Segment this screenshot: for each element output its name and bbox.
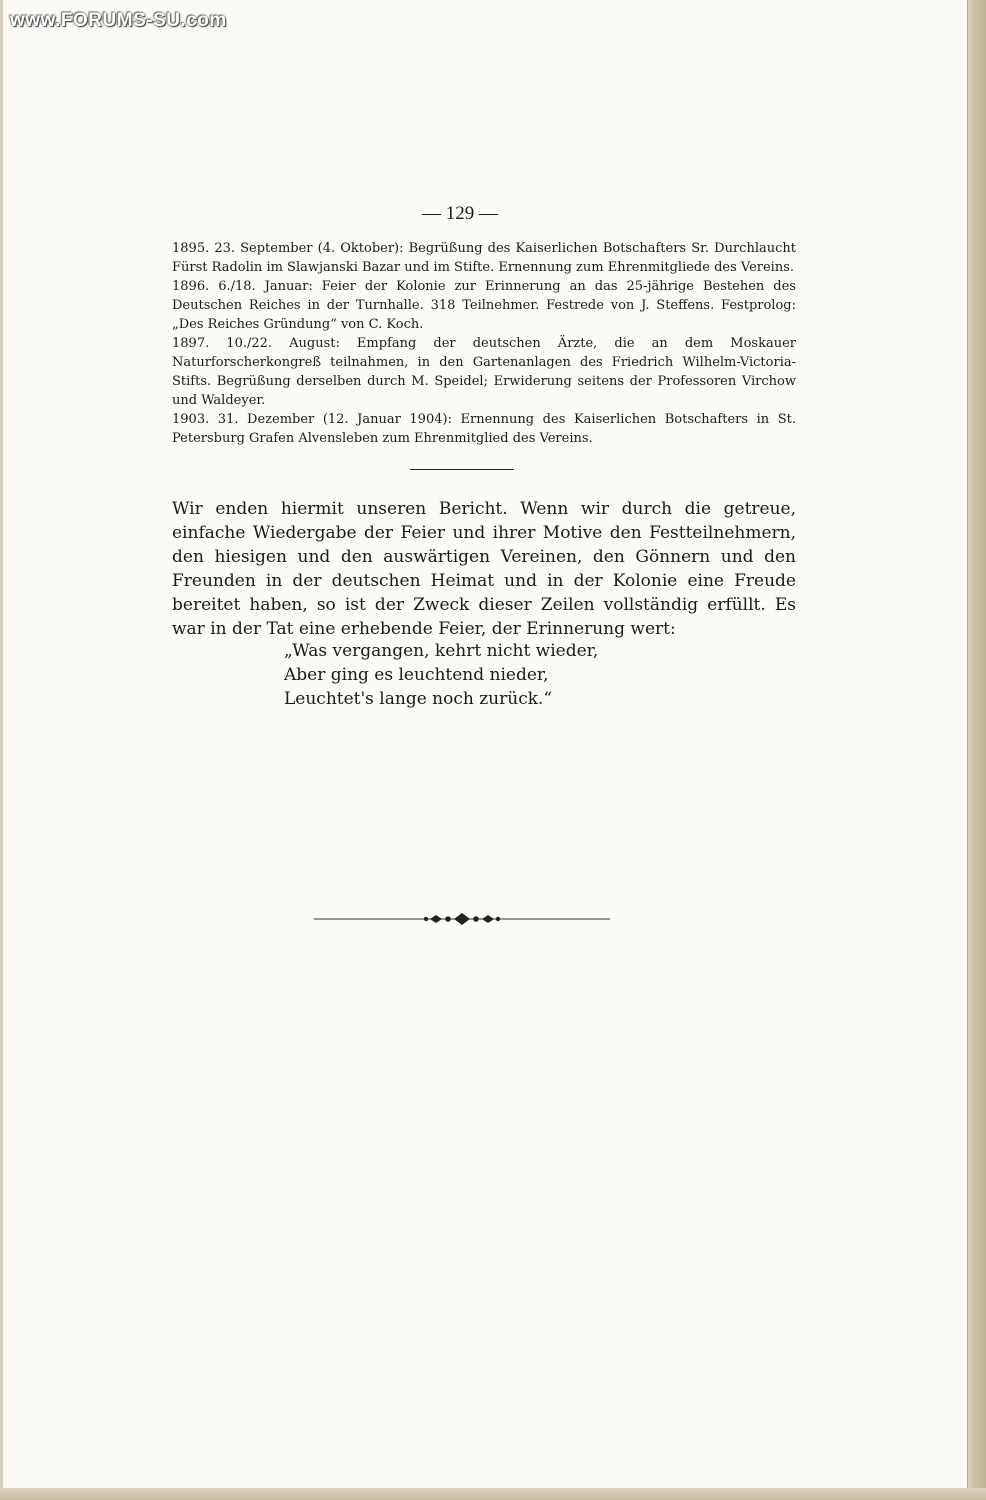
ornament-divider-icon [314, 908, 610, 930]
page-number: — 129 — [422, 203, 498, 224]
book-cover-edge-right [967, 0, 986, 1500]
chronicle-entry-1896: 1896. 6./18. Januar: Feier der Kolonie zur Erinnerung an das 25-jährige Bestehen des Deutschen Reiches in der Turnhalle. 318 Teilnehmer. Festrede von J. Steffens. Festprolog: „Des Reiches Gründung“ von C. Koch. [172, 279, 796, 332]
closing-paragraph: Wir enden hiermit unseren Bericht. Wenn wir durch die getreue, einfache Wiedergabe der Feier und ihrer Motive den Festteilnehmern, den hiesigen und den auswärtigen Vereinen, den Gönnern und den Freunden in der deutschen Heimat und in der Kolonie eine Freude bereitet haben, so ist der Zweck dieser Zeilen vollständig erfüllt. Es war in der Tat eine erhebende Feier, der Erinnerung wert: [172, 499, 796, 639]
closing-paragraph-block [172, 497, 796, 641]
section-divider-rule [410, 469, 514, 470]
verse-line-3: Leuchtet's lange noch zurück.“ [284, 689, 553, 709]
chronicle-entries [172, 239, 796, 448]
watermark: www.FORUMS-SU.com [10, 10, 227, 31]
verse-line-1: „Was vergangen, kehrt nicht wieder, [284, 641, 599, 661]
chronicle-entry-1897: 1897. 10./22. August: Empfang der deutschen Ärzte, die an dem Moskauer Naturforscherkongreß teilnahmen, in den Gartenanlagen des Friedrich Wilhelm-Victoria-Stifts. Begrüßung derselben durch M. Speidel; Erwiderung seitens der Professoren Virchow und Waldeyer. [172, 336, 796, 408]
chronicle-entry-1895: 1895. 23. September (4. Oktober): Begrüßung des Kaiserlichen Botschafters Sr. Durchlaucht Fürst Radolin im Slawjanski Bazar und im Stifte. Ernennung zum Ehrenmitgliede des Vereins. [172, 241, 796, 275]
page-left-edge [0, 0, 3, 1500]
verse-quote [284, 639, 684, 711]
chronicle-entry-1903: 1903. 31. Dezember (12. Januar 1904): Ernennung des Kaiserlichen Botschafters in St. Petersburg Grafen Alvensleben zum Ehrenmitglied des Vereins. [172, 412, 796, 446]
book-cover-edge-bottom [0, 1488, 986, 1500]
verse-line-2: Aber ging es leuchtend nieder, [284, 665, 549, 685]
